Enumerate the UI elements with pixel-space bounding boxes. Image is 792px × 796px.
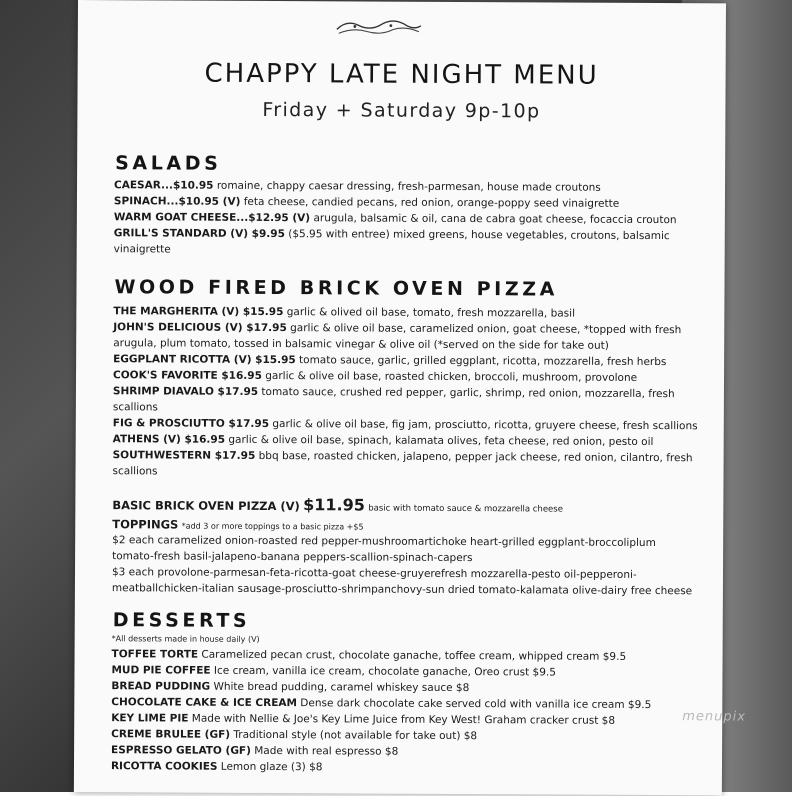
pizza-item: SOUTHWESTERN $17.95 bbq base, roasted chicken, jalapeno, pepper jack cheese, red onion, cilantro, fresh: [112, 449, 693, 465]
page-title: CHAPPY LATE NIGHT MENU: [204, 58, 599, 91]
pizza-item: EGGPLANT RICOTTA (V) $15.95 tomato sauce, garlic, grilled eggplant, ricotta, mozzarella, fresh herbs: [113, 353, 667, 369]
toppings-line: TOPPINGS *add 3 or more toppings to a basic pizza +$5: [112, 517, 364, 532]
pizza-item-continued: arugula, plum tomato, tossed in balsamic vinegar & olive oil (*served on the side for take out): [113, 337, 609, 352]
salad-item: WARM GOAT CHEESE...$12.95 (V) arugula, balsamic & oil, cana de cabra goat cheese, focaccia crouton: [113, 211, 677, 227]
dessert-item: CREME BRULEE (GF) Traditional style (not available for take out) $8: [111, 728, 478, 743]
pizza-item: JOHN'S DELICIOUS (V) $17.95 garlic & olive oil base, caramelized onion, goat cheese, *topped with fresh: [113, 321, 682, 337]
salad-item: SPINACH...$10.95 (V) feta cheese, candied pecans, red onion, orange-poppy seed vinaigrette: [113, 195, 620, 210]
salad-item: CAESAR...$10.95 romaine, chappy caesar dressing, fresh-parmesan, house made croutons: [113, 179, 601, 194]
salad-item-continued: vinaigrette: [113, 243, 171, 256]
salads-heading: SALADS: [115, 152, 222, 175]
toppings-list: $3 each provolone-parmesan-feta-ricotta-goat cheese-gruyerefresh mozzarella-pesto oil-pepperoni-: [111, 566, 637, 581]
pizza-item: FIG & PROSCIUTTO $17.95 garlic & olive oil base, fig jam, prosciutto, ricotta, gruyere cheese, fresh scallions: [112, 417, 698, 433]
pizza-item-continued: scallions: [112, 401, 158, 414]
toppings-list: meatballchicken-italian sausage-prosciutto-shrimpanchovy-sun dried tomato-kalamata olive-dairy free cheese: [111, 582, 693, 598]
pizza-item: THE MARGHERITA (V) $15.95 garlic & olived oil base, tomato, fresh mozzarella, basil: [113, 305, 576, 320]
desserts-note: *All desserts made in house daily (V): [111, 634, 260, 644]
dessert-item: CHOCOLATE CAKE & ICE CREAM Dense dark chocolate cake served cold with vanilla ice cream $9.5: [111, 696, 652, 712]
dessert-item: ESPRESSO GELATO (GF) Made with real espresso $8: [111, 744, 399, 758]
dessert-item: KEY LIME PIE Made with Nellie & Joe's Key Lime Juice from Key West! Graham cracker crust $8: [111, 712, 616, 727]
pizza-item-continued: scallions: [112, 465, 158, 478]
fish-logo-icon: [333, 13, 425, 39]
toppings-list: tomato-fresh basil-jalapeno-banana peppers-scallion-spinach-capers: [112, 550, 473, 565]
dessert-item: RICOTTA COOKIES Lemon glaze (3) $8: [110, 760, 323, 774]
dessert-item: BREAD PUDDING White bread pudding, caramel whiskey sauce $8: [111, 680, 470, 695]
dessert-item: TOFFEE TORTE Caramelized pecan crust, chocolate ganache, toffee cream, whipped cream $9.5: [111, 648, 627, 663]
watermark: menupix: [682, 709, 746, 725]
toppings-list: $2 each caramelized onion-roasted red pepper-mushroomartichoke heart-grilled eggplant-broccoliplum: [112, 534, 656, 550]
pizza-item: ATHENS (V) $16.95 garlic & olive oil base, spinach, kalamata olives, feta cheese, red onion, pesto oil: [112, 433, 654, 449]
pizza-heading: WOOD FIRED BRICK OVEN PIZZA: [114, 276, 559, 301]
page-subtitle: Friday + Saturday 9p-10p: [262, 98, 541, 123]
basic-pizza-price: $11.95: [303, 495, 365, 515]
dessert-item: MUD PIE COFFEE Ice cream, vanilla ice cream, chocolate ganache, Oreo crust $9.5: [111, 664, 556, 679]
basic-pizza-line: BASIC BRICK OVEN PIZZA (V) $11.95 basic with tomato sauce & mozzarella cheese: [112, 495, 563, 515]
desserts-heading: DESSERTS: [112, 609, 251, 632]
pizza-item: SHRIMP DIAVALO $17.95 tomato sauce, crushed red pepper, garlic, shrimp, red onion, mozzarella, fresh: [112, 385, 675, 401]
menu-sheet: [74, 0, 746, 795]
salad-item: GRILL'S STANDARD (V) $9.95 ($5.95 with entree) mixed greens, house vegetables, croutons, balsamic: [113, 227, 670, 243]
pizza-item: COOK'S FAVORITE $16.95 garlic & olive oil base, roasted chicken, broccoli, mushroom, provolone: [113, 369, 638, 384]
